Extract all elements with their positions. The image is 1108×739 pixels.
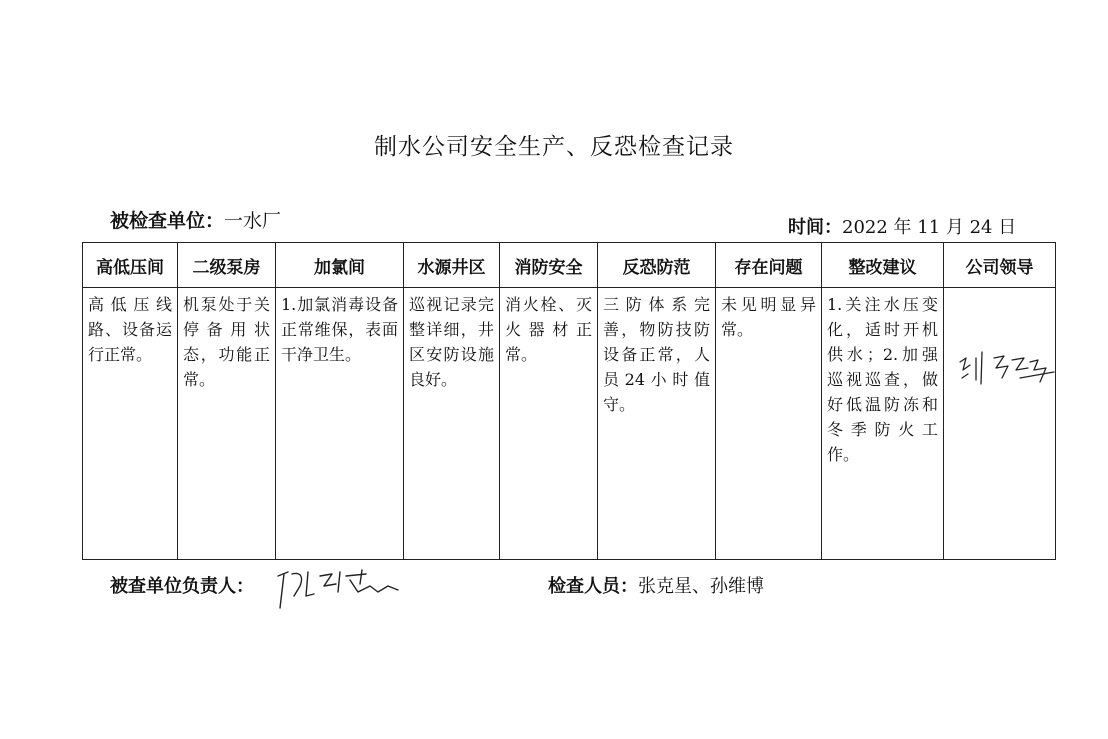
signature-row [110, 572, 1010, 622]
responsible-signature [270, 566, 420, 614]
header-suggestions: 整改建议 [822, 243, 944, 288]
inspection-date-label: 时间： [788, 217, 842, 238]
header-high-low-voltage: 高低压间 [83, 243, 178, 288]
inspected-unit-label: 被检查单位： [110, 210, 225, 232]
header-pump-room: 二级泵房 [178, 243, 276, 288]
document-title: 制水公司安全生产、反恐检查记录 [374, 134, 734, 160]
cell-suggestions: 1.关注水压变化，适时开机供水；2.加强巡视巡查，做好低温防冻和冬季防火工作。 [822, 288, 944, 560]
inspectors [548, 572, 764, 598]
cell-high-low-voltage: 高低压线路、设备运行正常。 [83, 288, 178, 560]
header-problems: 存在问题 [716, 243, 822, 288]
cell-problems: 未见明显异常。 [716, 288, 822, 560]
cell-anti-terror: 三防体系完善，物防技防设备正常，人员24小时值守。 [598, 288, 716, 560]
leader-signature [954, 348, 1064, 408]
table-row [83, 288, 1056, 560]
cell-pump-room: 机泵处于关停备用状态，功能正常。 [178, 288, 276, 560]
header-company-leader: 公司领导 [944, 243, 1056, 288]
cell-well-area: 巡视记录完整详细，井区安防设施良好。 [404, 288, 500, 560]
header-anti-terror: 反恐防范 [598, 243, 716, 288]
header-chlorination: 加氯间 [276, 243, 404, 288]
inspected-unit-value: 一水厂 [224, 210, 282, 232]
table-header-row [83, 243, 1056, 288]
cell-chlorination: 1.加氯消毒设备正常维保，表面干净卫生。 [276, 288, 404, 560]
header-well-area: 水源井区 [404, 243, 500, 288]
responsible-person-label: 被查单位负责人： [110, 576, 254, 597]
inspection-table [82, 242, 1056, 560]
inspectors-label: 检查人员： [548, 576, 638, 597]
inspection-date [788, 213, 1016, 239]
inspection-date-value: 2022 年 11 月 24 日 [842, 217, 1017, 238]
cell-fire-safety: 消火栓、灭火器材正常。 [500, 288, 598, 560]
cell-company-leader [944, 288, 1056, 560]
inspectors-value: 张克星、孙维博 [638, 576, 764, 597]
header-fire-safety: 消防安全 [500, 243, 598, 288]
inspected-unit [110, 206, 281, 233]
